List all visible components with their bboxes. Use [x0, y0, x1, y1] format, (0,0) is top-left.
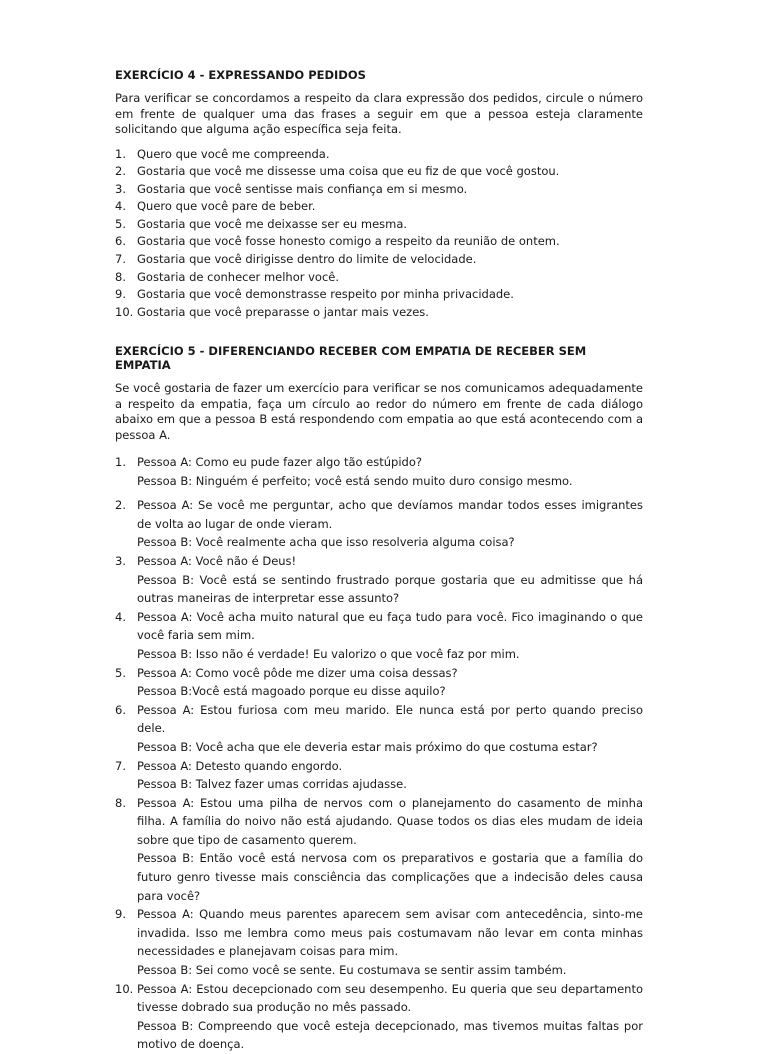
item-number: 3. [115, 181, 126, 196]
dialog-number: 3. [115, 553, 126, 568]
person-a-line: Pessoa A: Você acha muito natural que eu faça tudo para você. Fico imaginando o que você faria sem mim. [137, 609, 643, 643]
item-number: 8. [115, 269, 126, 284]
list-item [115, 199, 643, 217]
item-text: Gostaria que você sentisse mais confiança em si mesmo. [137, 181, 468, 196]
person-b-line: Pessoa B: Compreendo que você esteja decepcionado, mas tivemos muitas faltas por motivo de doença. [137, 1018, 643, 1052]
dialog-item [115, 905, 643, 979]
person-b-line: Pessoa B: Então você está nervosa com os preparativos e gostaria que a família do futuro genro tivesse mais consciência das complicações que a indecisão deles causa para você? [137, 851, 643, 903]
dialog-number: 10. [115, 981, 134, 996]
item-number: 6. [115, 234, 126, 249]
dialog-number: 5. [115, 665, 126, 680]
item-text: Gostaria de conhecer melhor você. [137, 269, 340, 284]
dialog-item [115, 552, 643, 608]
item-text: Gostaria que você fosse honesto comigo a respeito da reunião de ontem. [137, 234, 560, 249]
item-number: 5. [115, 216, 126, 231]
list-item [115, 164, 643, 182]
dialog-item [115, 608, 643, 664]
person-a-line: Pessoa A: Como eu pude fazer algo tão estúpido? [137, 455, 422, 469]
person-a-line: Pessoa A: Estou decepcionado com seu desempenho. Eu queria que seu departamento tivesse dobrado sua produção no mês passado. [137, 981, 643, 1015]
list-item [115, 217, 643, 235]
item-number: 1. [115, 146, 126, 161]
person-a-line: Pessoa A: Como você pôde me dizer uma coisa dessas? [137, 665, 458, 680]
dialog-item [115, 794, 643, 906]
person-a-line: Pessoa A: Quando meus parentes aparecem sem avisar com antecedência, sinto-me invadida. Isso me lembra como meus pais costumavam não levar em conta minhas necessidades e planejavam coisas para mim. [137, 907, 643, 959]
exercise-4-list [115, 147, 643, 323]
dialog-number: 6. [115, 702, 126, 717]
dialog-item [115, 701, 643, 757]
list-item [115, 234, 643, 252]
item-number: 10. [115, 304, 134, 319]
item-text: Gostaria que você demonstrasse respeito por minha privacidade. [137, 287, 514, 302]
list-item [115, 287, 643, 305]
person-b-line: Pessoa B: Você realmente acha que isso resolveria alguma coisa? [137, 535, 515, 550]
person-a-line: Pessoa A: Você não é Deus! [137, 553, 297, 568]
dialog-number: 4. [115, 609, 126, 624]
item-text: Gostaria que você dirigisse dentro do limite de velocidade. [137, 252, 477, 267]
person-b-line: Pessoa B:Você está magoado porque eu disse aquilo? [137, 684, 446, 699]
item-number: 7. [115, 252, 126, 267]
exercise-4-section [115, 68, 643, 322]
item-text: Quero que você pare de beber. [137, 199, 316, 214]
person-b-line: Pessoa B: Sei como você se sente. Eu costumava se sentir assim também. [137, 963, 567, 978]
dialog-item [115, 757, 643, 794]
exercise-5-section [115, 344, 643, 1054]
item-text: Quero que você me compreenda. [137, 146, 330, 161]
dialog-number: 8. [115, 795, 126, 810]
item-number: 9. [115, 287, 126, 302]
dialog-number: 7. [115, 758, 126, 773]
item-number: 4. [115, 199, 126, 214]
person-a-line: Pessoa A: Detesto quando engordo. [137, 758, 343, 773]
dialog-item [115, 980, 643, 1054]
person-b-line: Pessoa B: Você está se sentindo frustrado porque gostaria que eu admitisse que há outras maneiras de interpretar esse assunto? [137, 572, 643, 606]
exercise-4-title: EXERCÍCIO 4 - EXPRESSANDO PEDIDOS [115, 68, 366, 82]
person-a-line: Pessoa A: Estou uma pilha de nervos com o planejamento do casamento de minha filha. A família do noivo não está ajudando. Quase todos os dias eles mudam de ideia sobre que tipo de casamento querem. [137, 795, 643, 847]
item-text: Gostaria que você preparasse o jantar mais vezes. [137, 304, 429, 319]
exercise-4-intro: Para verificar se concordamos a respeito da clara expressão dos pedidos, circule o número em frente de qualquer uma das frases a seguir em que a pessoa esteja claramente solicitando que alguma ação específica seja feita. [115, 91, 643, 136]
item-text: Gostaria que você me deixasse ser eu mesma. [137, 216, 408, 231]
dialog-item [115, 453, 643, 490]
dialog-number: 9. [115, 907, 126, 922]
item-text: Gostaria que você me dissesse uma coisa que eu fiz de que você gostou. [137, 164, 560, 179]
list-item [115, 252, 643, 270]
person-a-line: Pessoa A: Estou furiosa com meu marido. Ele nunca está por perto quando preciso dele. [137, 702, 643, 736]
dialog-item [115, 496, 643, 552]
person-b-line: Pessoa B: Você acha que ele deveria estar mais próximo do que costuma estar? [137, 739, 598, 754]
person-b-line: Pessoa B: Ninguém é perfeito; você está sendo muito duro consigo mesmo. [137, 473, 573, 488]
dialog-number: 1. [115, 455, 126, 469]
dialog-number: 2. [115, 498, 126, 513]
list-item [115, 182, 643, 200]
list-item [115, 305, 643, 323]
exercise-5-intro: Se você gostaria de fazer um exercício para verificar se nos comunicamos adequadamente a respeito da empatia, faça um círculo ao redor do número em frente de cada diálogo abaixo em que a pessoa B está respondendo com empatia ao que está acontecendo com a pessoa A. [115, 381, 643, 442]
list-item [115, 270, 643, 288]
dialog-item [115, 664, 643, 701]
list-item [115, 147, 643, 165]
person-b-line: Pessoa B: Isso não é verdade! Eu valorizo o que você faz por mim. [137, 646, 520, 661]
exercise-5-title: EXERCÍCIO 5 - DIFERENCIANDO RECEBER COM EMPATIA DE RECEBER SEM EMPATIA [115, 344, 587, 372]
item-number: 2. [115, 164, 126, 179]
person-a-line: Pessoa A: Se você me perguntar, acho que devíamos mandar todos esses imigrantes de volta ao lugar de onde vieram. [137, 498, 643, 531]
person-b-line: Pessoa B: Talvez fazer umas corridas ajudasse. [137, 777, 407, 792]
